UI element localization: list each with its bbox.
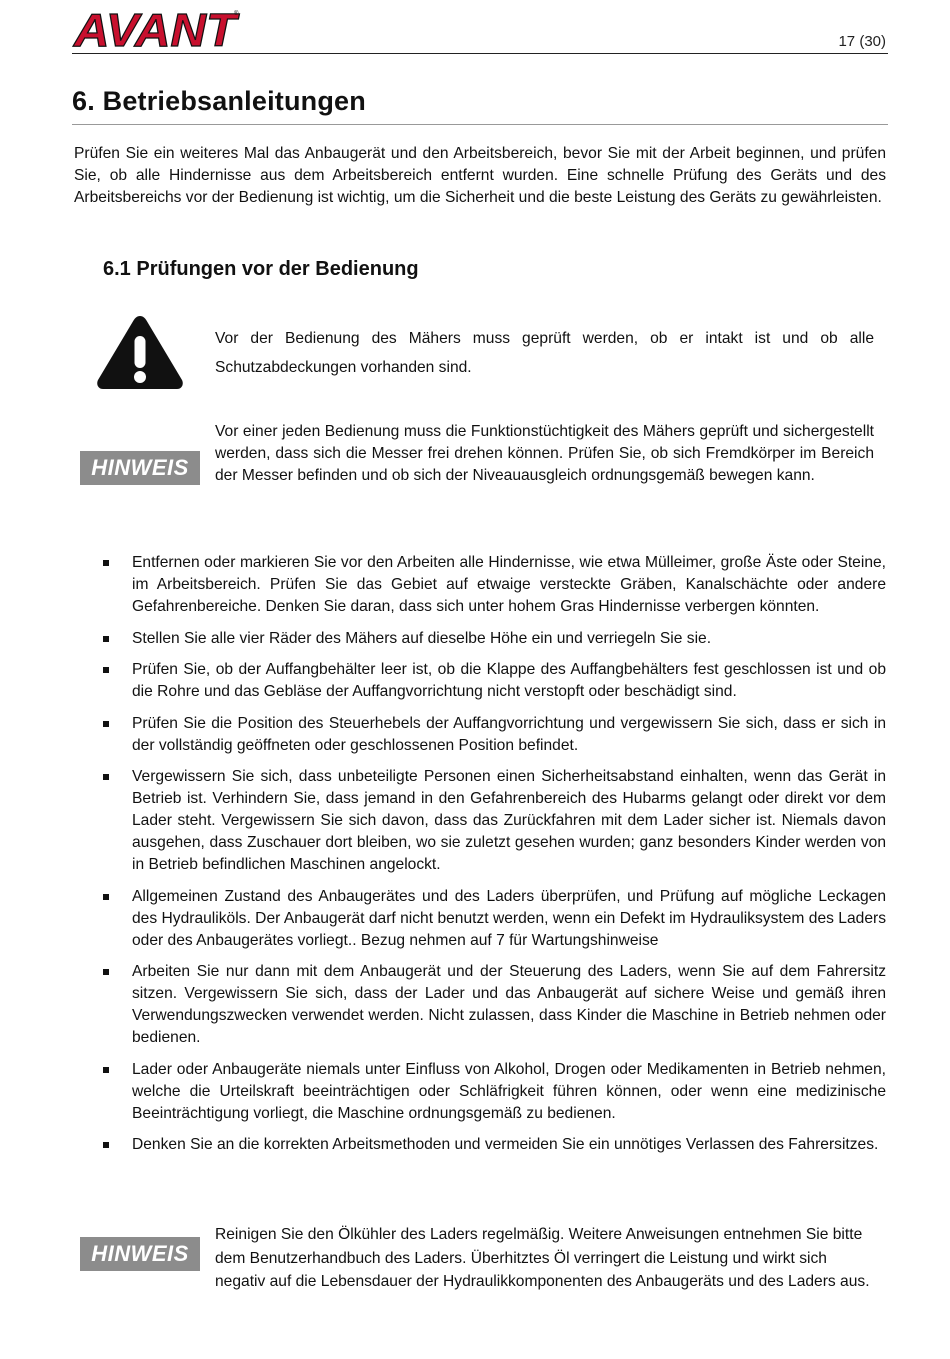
page-header — [72, 6, 888, 54]
list-item: Allgemeinen Zustand des Anbaugerätes und des Laders überprüfen, und Prüfung auf mögliche Leckagen des Hydrauliköls. Der Anbaugerät darf nicht benutzt werden, wenn ein Defekt im Hydrauliksystem des Laders oder des Anbaugerätes vorliegt.. Bezug nehmen auf 7 für Wartungshinweise — [100, 886, 886, 952]
notice-text: Reinigen Sie den Ölkühler des Laders regelmäßig. Weitere Anweisungen entnehmen Sie bitte dem Benutzerhandbuch des Laders. Überhitztes Öl verringert die Leistung und wirkt sich negativ auf die Lebensdauer der Hydraulikkomponenten des Anbaugeräts und des Laders aus. — [215, 1226, 870, 1290]
section-title: 6. Betriebsanleitungen — [72, 86, 888, 125]
list-item: Denken Sie an die korrekten Arbeitsmethoden und vermeiden Sie ein unnötiges Verlassen des Fahrersitzes. — [100, 1134, 886, 1156]
page-number: 17 (30) — [838, 33, 886, 50]
avant-logo — [72, 6, 242, 50]
list-item: Prüfen Sie die Position des Steuerhebels der Auffangvorrichtung und vergewissern Sie sich, dass er sich in der vollständig geöffneten oder geschlossenen Position befindet. — [100, 713, 886, 757]
list-item: Stellen Sie alle vier Räder des Mähers auf dieselbe Höhe ein und verriegeln Sie sie. — [100, 628, 886, 650]
hinweis-badge: HINWEIS — [80, 1237, 200, 1271]
bullet-icon — [103, 969, 109, 975]
notice-text: Vor einer jeden Bedienung muss die Funktionstüchtigkeit des Mähers geprüft und sichergestellt werden, dass sich die Messer frei drehen können. Prüfen Sie, ob sich Fremdkörper im Bereich der Messer befinden und ob sich der Niveauausgleich ordnungsgemäß bewegen kann. — [215, 423, 874, 484]
warning-text: Vor der Bedienung des Mähers muss geprüft werden, ob er intakt ist und ob alle Schutzabdeckungen vorhanden sind. — [215, 330, 874, 376]
bullet-icon — [103, 774, 109, 780]
checklist — [100, 552, 886, 1166]
bullet-icon — [103, 1067, 109, 1073]
svg-text:®: ® — [234, 11, 239, 17]
list-item: Vergewissern Sie sich, dass unbeteiligte Personen einen Sicherheitsabstand einhalten, wenn das Gerät in Betrieb ist. Verhindern Sie, dass jemand in den Gefahrenbereich des Hubarms gelangt oder direkt vor dem Lader steht. Vergewissern Sie sich davon, dass das Zurückfahren mit dem Lader sicher ist. Niemals davon ausgehen, dass Zuschauer dort bleiben, wo sie zuletzt gesehen wurden; ganz besonders Kinder werden von in Betrieb befindlichen Maschinen angelockt. — [100, 766, 886, 876]
list-item: Arbeiten Sie nur dann mit dem Anbaugerät und der Steuerung des Laders, wenn Sie auf dem Fahrersitz sitzen. Vergewissern Sie sich, dass der Lader und das Anbaugerät auf sichere Weise und gemäß ihren Verwendungszwecken verwendet werden. Nicht zulassen, dass Kinder die Maschine in Betrieb nehmen oder bedienen. — [100, 961, 886, 1049]
section-intro: Prüfen Sie ein weiteres Mal das Anbaugerät und den Arbeitsbereich, bevor Sie mit der Arbeit beginnen, und prüfen Sie, ob alle Hindernisse aus dem Arbeitsbereich entfernt wurden. Eine schnelle Prüfung des Geräts und des Arbeitsbereichs vor der Bedienung ist wichtig, um die Sicherheit und die beste Leistung des Geräts zu gewährleisten. — [74, 145, 886, 206]
warning-triangle-icon — [94, 312, 186, 392]
list-item: Lader oder Anbaugeräte niemals unter Einfluss von Alkohol, Drogen oder Medikamenten in Betrieb nehmen, welche die Urteilskraft beeinträchtigen oder Schläfrigkeit führen können, oder wenn eine medizinische Beeinträchtigung vorliegt, die Maschine ordnungsgemäß zu bedienen. — [100, 1059, 886, 1125]
bullet-icon — [103, 894, 109, 900]
logo-text: AVANT — [72, 6, 241, 50]
bullet-icon — [103, 721, 109, 727]
bullet-icon — [103, 1142, 109, 1148]
list-item: Entfernen oder markieren Sie vor den Arbeiten alle Hindernisse, wie etwa Mülleimer, große Äste oder Steine, im Arbeitsbereich. Prüfen Sie das Gebiet auf etwaige versteckte Gräben, Kanalschächte oder andere Gefahrenbereiche. Denken Sie daran, dass sich unter hohem Gras Hindernisse verbergen könnten. — [100, 552, 886, 618]
list-item: Prüfen Sie, ob der Auffangbehälter leer ist, ob die Klappe des Auffangbehälters fest geschlossen ist und ob die Rohre und das Gebläse der Auffangvorrichtung nicht verstopft oder beschädigt sind. — [100, 659, 886, 703]
bullet-icon — [103, 667, 109, 673]
bullet-icon — [103, 636, 109, 642]
hinweis-badge: HINWEIS — [80, 451, 200, 485]
bullet-icon — [103, 560, 109, 566]
subsection-title: 6.1 Prüfungen vor der Bedienung — [103, 258, 419, 280]
